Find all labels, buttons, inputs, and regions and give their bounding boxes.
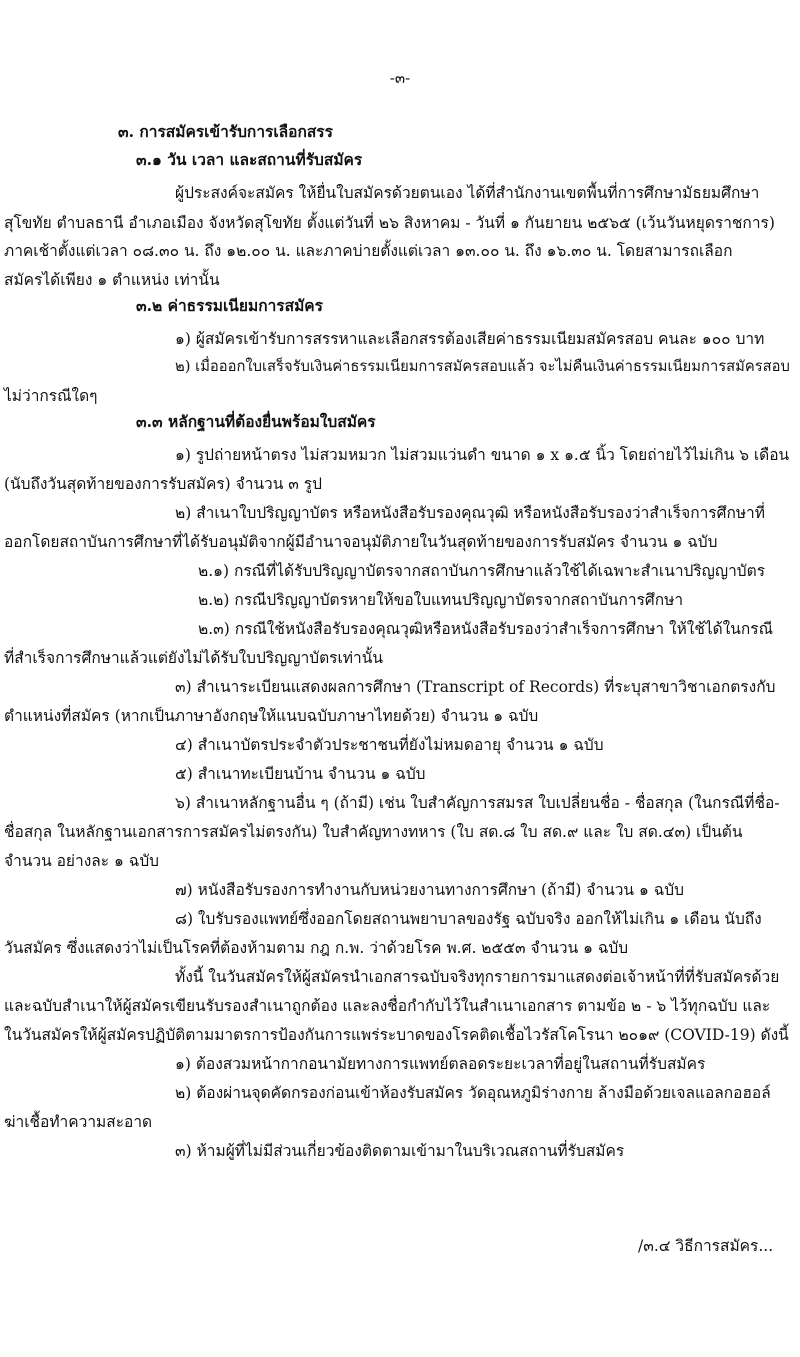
- paragraph-line: (นับถึงวันสุดท้ายของการรับสมัคร) จำนวน ๓ รูป: [4, 475, 322, 493]
- paragraph-line: ชื่อสกุล ในหลักฐานเอกสารการสมัครไม่ตรงกัน) ใบสำคัญทางทหาร (ใบ สด.๘ ใบ สด.๙ และ ใบ สด.๔๓) เป็นต้น: [4, 823, 743, 841]
- paragraph-line: ทั้งนี้ ในวันสมัครให้ผู้สมัครนำเอกสารฉบับจริงทุกรายการมาแสดงต่อเจ้าหน้าที่ที่รับสมัครด้วย: [175, 968, 780, 986]
- subsection-3-3-title: ๓.๓ หลักฐานที่ต้องยื่นพร้อมใบสมัคร: [136, 412, 376, 431]
- list-item: ๒) ต้องผ่านจุดคัดกรองก่อนเข้าห้องรับสมัคร วัดอุณหภูมิร่างกาย ล้างมือด้วยเจลแอลกอฮอล์: [175, 1084, 771, 1102]
- list-item: ๖) สำเนาหลักฐานอื่น ๆ (ถ้ามี) เช่น ใบสำคัญการสมรส ใบเปลี่ยนชื่อ - ชื่อสกุล (ในกรณีที่ชื่อ-: [175, 794, 780, 812]
- list-item: ๑) ต้องสวมหน้ากากอนามัยทางการแพทย์ตลอดระยะเวลาที่อยู่ในสถานที่รับสมัคร: [175, 1055, 706, 1073]
- paragraph-line: ฆ่าเชื้อทำความสะอาด: [4, 1113, 153, 1131]
- paragraph-line: ภาคเช้าตั้งแต่เวลา ๐๘.๓๐ น. ถึง ๑๒.๐๐ น. และภาคบ่ายตั้งแต่เวลา ๑๓.๐๐ น. ถึง ๑๖.๓๐ น. โดยสามารถเลือก: [4, 242, 733, 260]
- list-item: ๒) สำเนาใบปริญญาบัตร หรือหนังสือรับรองคุณวุฒิ หรือหนังสือรับรองว่าสำเร็จการศึกษาที่: [175, 504, 765, 522]
- subsection-3-1-title: ๓.๑ วัน เวลา และสถานที่รับสมัคร: [136, 150, 363, 169]
- page-number: -๓-: [389, 69, 411, 87]
- list-item: ๓) สำเนาระเบียนแสดงผลการศึกษา (Transcript of Records) ที่ระบุสาขาวิชาเอกตรงกับ: [175, 678, 776, 696]
- paragraph-line: สมัครได้เพียง ๑ ตำแหน่ง เท่านั้น: [4, 271, 220, 289]
- subsection-3-2-title: ๓.๒ ค่าธรรมเนียมการสมัคร: [136, 296, 323, 315]
- paragraph-line: ตำแหน่งที่สมัคร (หากเป็นภาษาอังกฤษให้แนบฉบับภาษาไทยด้วย) จำนวน ๑ ฉบับ: [4, 707, 539, 725]
- list-item: ๒) เมื่อออกใบเสร็จรับเงินค่าธรรมเนียมการสมัครสอบแล้ว จะไม่คืนเงินค่าธรรมเนียมการสมัครสอบ: [175, 358, 790, 375]
- paragraph-line: ออกโดยสถาบันการศึกษาที่ได้รับอนุมัติจากผู้มีอำนาจอนุมัติภายในวันสุดท้ายของการรับสมัคร จำนวน ๑ ฉบับ: [4, 533, 718, 551]
- sub-list-item: ๒.๓) กรณีใช้หนังสือรับรองคุณวุฒิหรือหนังสือรับรองว่าสำเร็จการศึกษา ให้ใช้ได้ในกรณี: [198, 620, 773, 638]
- list-item: ๑) ผู้สมัครเข้ารับการสรรหาและเลือกสรรต้องเสียค่าธรรมเนียมสมัครสอบ คนละ ๑๐๐ บาท: [175, 330, 765, 348]
- paragraph-line: ในวันสมัครให้ผู้สมัครปฏิบัติตามมาตรการป้องกันการแพร่ระบาดของโรคติดเชื้อไวรัสโคโรนา ๒๐๑๙ (COVID-19) ดังนี้: [4, 1026, 789, 1044]
- paragraph-line: ที่สำเร็จการศึกษาแล้วแต่ยังไม่ได้รับใบปริญญาบัตรเท่านั้น: [4, 649, 383, 667]
- section-title: ๓. การสมัครเข้ารับการเลือกสรร: [118, 122, 333, 141]
- paragraph-line: จำนวน อย่างละ ๑ ฉบับ: [4, 852, 160, 870]
- paragraph-line: และฉบับสำเนาให้ผู้สมัครเขียนรับรองสำเนาถูกต้อง และลงชื่อกำกับไว้ในสำเนาเอกสาร ตามข้อ ๒ - ๖ ไว้ทุกฉบับ และ: [4, 997, 771, 1015]
- list-item: ๕) สำเนาทะเบียนบ้าน จำนวน ๑ ฉบับ: [175, 765, 426, 783]
- list-item: ๓) ห้ามผู้ที่ไม่มีส่วนเกี่ยวข้องติดตามเข้ามาในบริเวณสถานที่รับสมัคร: [175, 1142, 625, 1160]
- continuation-footer: /๓.๔ วิธีการสมัคร...: [638, 1237, 774, 1255]
- paragraph-line: ไม่ว่ากรณีใดๆ: [4, 387, 98, 405]
- list-item: ๔) สำเนาบัตรประจำตัวประชาชนที่ยังไม่หมดอายุ จำนวน ๑ ฉบับ: [175, 736, 604, 754]
- sub-list-item: ๒.๒) กรณีปริญญาบัตรหายให้ขอใบแทนปริญญาบัตรจากสถาบันการศึกษา: [198, 591, 684, 609]
- paragraph-line: วันสมัคร ซึ่งแสดงว่าไม่เป็นโรคที่ต้องห้ามตาม กฎ ก.พ. ว่าด้วยโรค พ.ศ. ๒๕๕๓ จำนวน ๑ ฉบับ: [4, 939, 629, 957]
- sub-list-item: ๒.๑) กรณีที่ได้รับปริญญาบัตรจากสถาบันการศึกษาแล้วใช้ได้เฉพาะสำเนาปริญญาบัตร: [198, 562, 766, 580]
- paragraph-line: ผู้ประสงค์จะสมัคร ให้ยื่นใบสมัครด้วยตนเอง ได้ที่สำนักงานเขตพื้นที่การศึกษามัธยมศึกษา: [175, 184, 760, 202]
- list-item: ๗) หนังสือรับรองการทำงานกับหน่วยงานทางการศึกษา (ถ้ามี) จำนวน ๑ ฉบับ: [175, 881, 684, 899]
- list-item: ๘) ใบรับรองแพทย์ซึ่งออกโดยสถานพยาบาลของรัฐ ฉบับจริง ออกให้ไม่เกิน ๑ เดือน นับถึง: [175, 910, 762, 928]
- list-item: ๑) รูปถ่ายหน้าตรง ไม่สวมหมวก ไม่สวมแว่นดำ ขนาด ๑ x ๑.๕ นิ้ว โดยถ่ายไว้ไม่เกิน ๖ เดือน: [175, 446, 790, 464]
- paragraph-line: สุโขทัย ตำบลธานี อำเภอเมือง จังหวัดสุโขทัย ตั้งแต่วันที่ ๒๖ สิงหาคม - วันที่ ๑ กันยายน ๒๕๖๕ (เว้นวันหยุดราชการ): [4, 214, 775, 232]
